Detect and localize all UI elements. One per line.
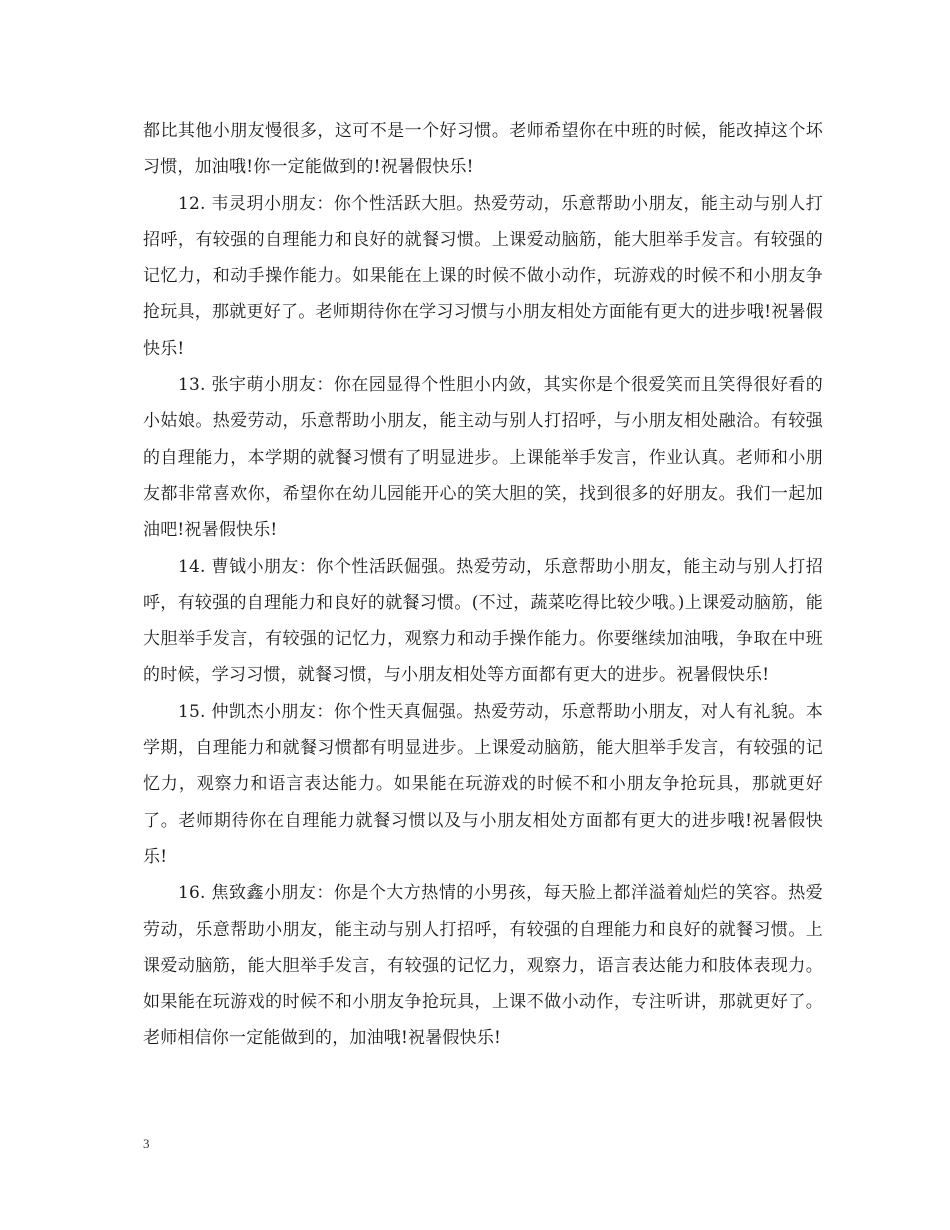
page-number: 3: [143, 1136, 150, 1151]
paragraph-comment-14: 14. 曹钺小朋友：你个性活跃倔强。热爱劳动，乐意帮助小朋友，能主动与别人打招呼，有较强的自理能力和良好的就餐习惯。(不过，蔬菜吃得比较少哦。)上课爱动脑筋，能大胆举手发言，有较强的记忆力，观察力和动手操作能力。你要继续加油哦，争取在中班的时候，学习习惯，就餐习惯，与小朋友相处等方面都有更大的进步。祝暑假快乐!: [143, 556, 823, 686]
paragraph-continuation: 都比其他小朋友慢很多，这可不是一个好习惯。老师希望你在中班的时候，能改掉这个坏习惯，加油哦!你一定能做到的!祝暑假快乐!: [143, 121, 823, 178]
paragraph-comment-16: 16. 焦致鑫小朋友：你是个大方热情的小男孩，每天脸上都洋溢着灿烂的笑容。热爱劳动，乐意帮助小朋友，能主动与别人打招呼，有较强的自理能力和良好的就餐习惯。上课爱动脑筋，能大胆举手发言，有较强的记忆力，观察力，语言表达能力和肢体表现力。如果能在玩游戏的时候不和小朋友争抢玩具，上课不做小动作，专注听讲，那就更好了。老师相信你一定能做到的，加油哦!祝暑假快乐!: [143, 883, 823, 1049]
paragraph-comment-13: 13. 张宇萌小朋友：你在园显得个性胆小内敛，其实你是个很爱笑而且笑得很好看的小姑娘。热爱劳动，乐意帮助小朋友，能主动与别人打招呼，与小朋友相处融洽。有较强的自理能力，本学期的就餐习惯有了明显进步。上课能举手发言，作业认真。老师和小朋友都非常喜欢你，希望你在幼儿园能开心的笑大胆的笑，找到很多的好朋友。我们一起加油吧!祝暑假快乐!: [143, 375, 823, 541]
paragraph-comment-15: 15. 仲凯杰小朋友：你个性天真倔强。热爱劳动，乐意帮助小朋友，对人有礼貌。本学期，自理能力和就餐习惯都有明显进步。上课爱动脑筋，能大胆举手发言，有较强的记忆力，观察力和语言表达能力。如果能在玩游戏的时候不和小朋友争抢玩具，那就更好了。老师期待你在自理能力就餐习惯以及与小朋友相处方面都有更大的进步哦!祝暑假快乐!: [143, 701, 823, 867]
paragraph-comment-12: 12. 韦灵玥小朋友：你个性活跃大胆。热爱劳动，乐意帮助小朋友，能主动与别人打招呼，有较强的自理能力和良好的就餐习惯。上课爱动脑筋，能大胆举手发言。有较强的记忆力，和动手操作能力。如果能在上课的时候不做小动作，玩游戏的时候不和小朋友争抢玩具，那就更好了。老师期待你在学习习惯与小朋友相处方面能有更大的进步哦!祝暑假快乐!: [143, 193, 823, 359]
document-body: [143, 113, 823, 1057]
